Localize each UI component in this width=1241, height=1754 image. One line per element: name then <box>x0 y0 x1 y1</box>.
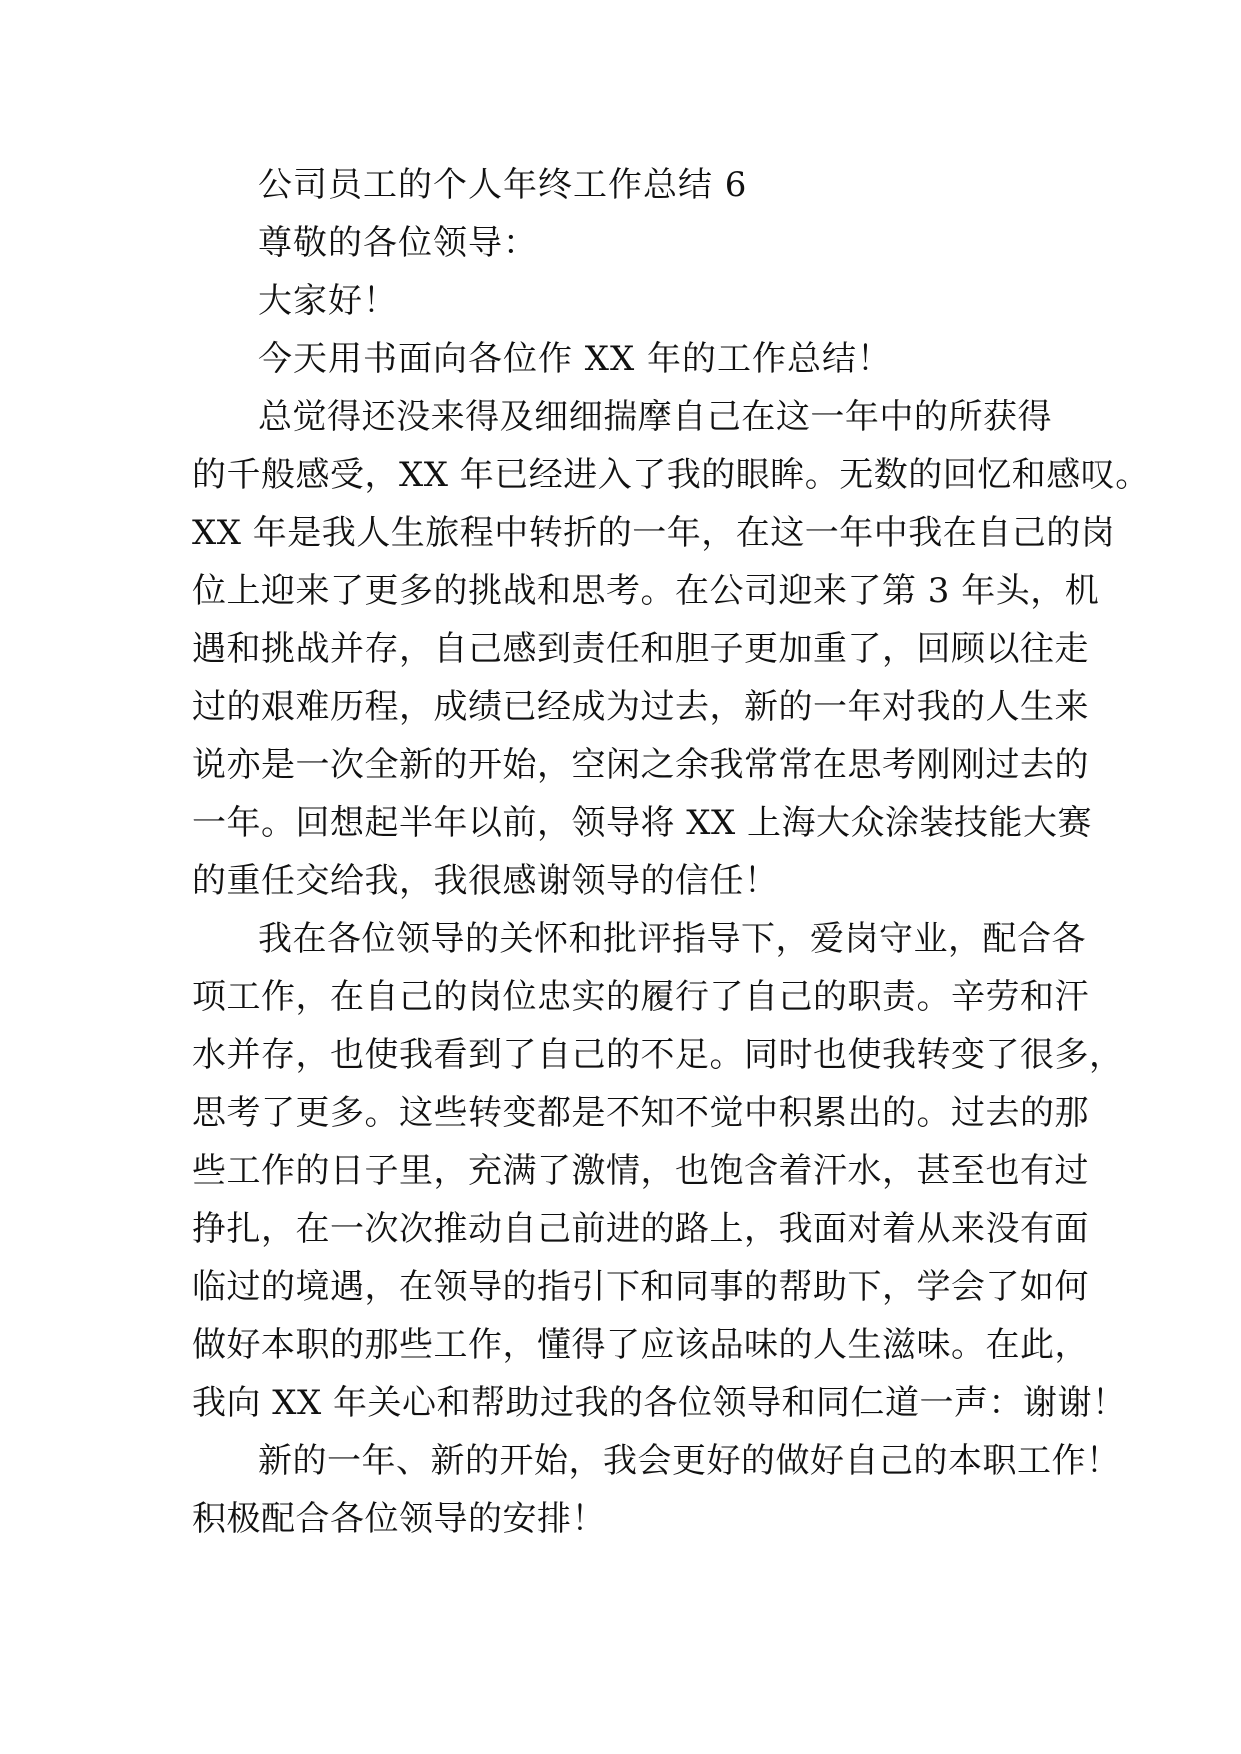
document-title: 公司员工的个人年终工作总结 6 <box>258 165 748 205</box>
paragraph-line: 项工作，在自己的岗位忠实的履行了自己的职责。辛劳和汗 <box>192 977 1089 1017</box>
paragraph-line: 遇和挑战并存，自己感到责任和胆子更加重了，回顾以往走 <box>192 629 1089 669</box>
paragraph-1 <box>192 388 1150 910</box>
paragraph-line: 新的一年、新的开始，我会更好的做好自己的本职工作！ <box>258 1441 1121 1481</box>
paragraph-line: 做好本职的那些工作，懂得了应该品味的人生滋味。在此， <box>192 1325 1089 1365</box>
paragraph-line: 积极配合各位领导的安排！ <box>192 1499 606 1539</box>
paragraph-line: 我在各位领导的关怀和批评指导下，爱岗守业，配合各 <box>258 919 1086 959</box>
paragraph-line: 说亦是一次全新的开始，空闲之余我常常在思考刚刚过去的 <box>192 745 1089 785</box>
paragraph-line: 些工作的日子里，充满了激情，也饱含着汗水，甚至也有过 <box>192 1151 1089 1191</box>
intro-line: 今天用书面向各位作 XX 年的工作总结！ <box>258 339 893 379</box>
greeting: 大家好！ <box>258 281 398 321</box>
paragraph-line: 总觉得还没来得及细细揣摩自己在这一年中的所获得 <box>258 397 1052 437</box>
paragraph-line: 位上迎来了更多的挑战和思考。在公司迎来了第 3 年头，机 <box>192 571 1100 611</box>
paragraph-line: 水并存，也使我看到了自己的不足。同时也使我转变了很多， <box>192 1035 1124 1075</box>
paragraph-line: 的重任交给我，我很感谢领导的信任！ <box>192 861 779 901</box>
paragraph-2 <box>192 910 1127 1432</box>
paragraph-3 <box>192 1432 1121 1548</box>
paragraph-line: 一年。回想起半年以前，领导将 XX 上海大众涂装技能大赛 <box>192 803 1093 843</box>
paragraph-line: 过的艰难历程，成绩已经成为过去，新的一年对我的人生来 <box>192 687 1089 727</box>
paragraph-line: 思考了更多。这些转变都是不知不觉中积累出的。过去的那 <box>192 1093 1089 1133</box>
paragraph-line: 临过的境遇，在领导的指引下和同事的帮助下，学会了如何 <box>192 1267 1089 1307</box>
salutation: 尊敬的各位领导： <box>258 223 538 263</box>
paragraph-line: XX 年是我人生旅程中转折的一年，在这一年中我在自己的岗 <box>192 513 1116 553</box>
paragraph-line: 的千般感受，XX 年已经进入了我的眼眸。无数的回忆和感叹。 <box>192 455 1150 495</box>
paragraph-line: 我向 XX 年关心和帮助过我的各位领导和同仁道一声：谢谢！ <box>192 1383 1127 1423</box>
document-body <box>192 156 1150 1548</box>
paragraph-line: 挣扎，在一次次推动自己前进的路上，我面对着从来没有面 <box>192 1209 1089 1249</box>
